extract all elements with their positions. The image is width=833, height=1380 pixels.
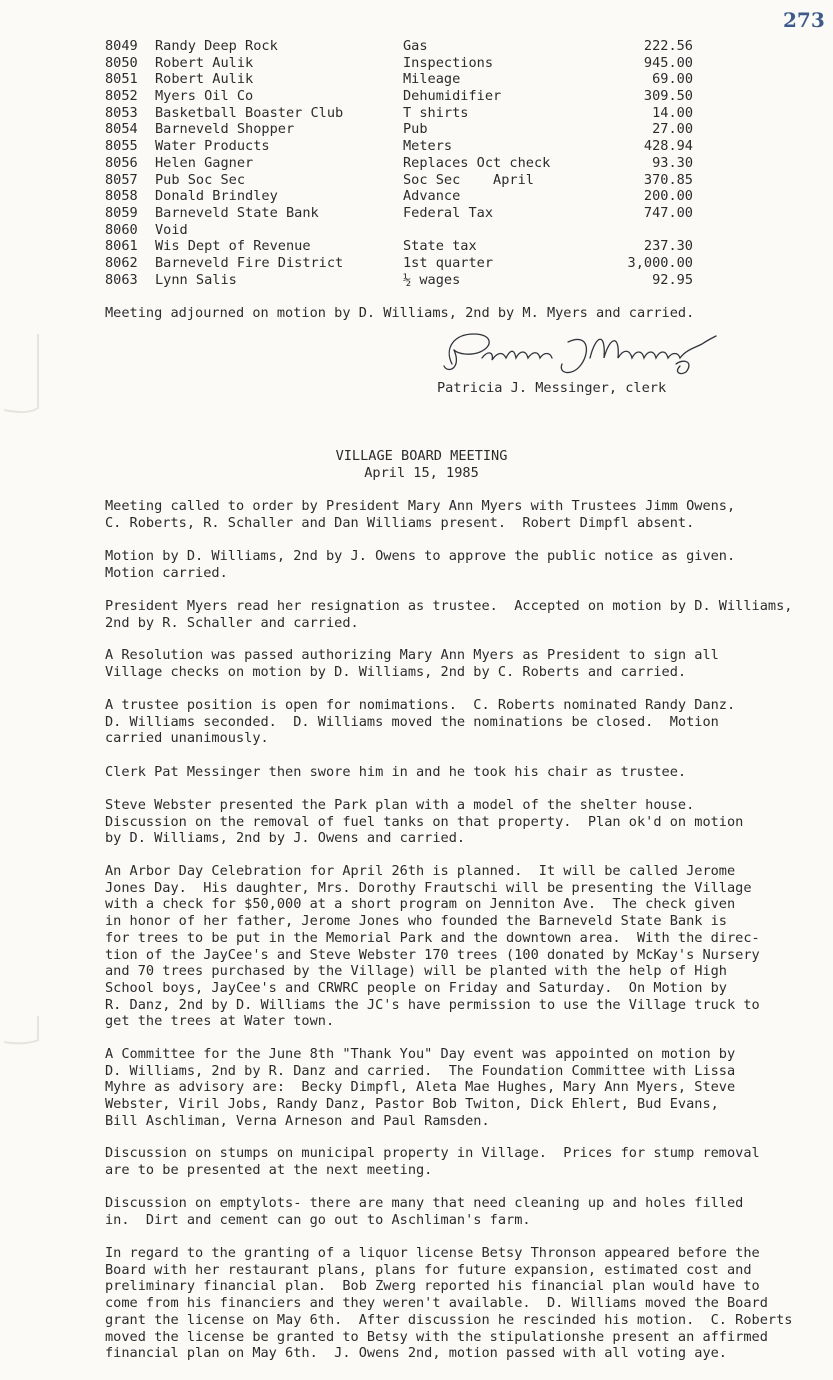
ledger-row bbox=[105, 222, 705, 239]
check-number: 8057 bbox=[105, 171, 138, 188]
payment-purpose: ½ wages bbox=[403, 271, 461, 288]
check-number: 8062 bbox=[105, 254, 138, 271]
check-number: 8051 bbox=[105, 71, 138, 88]
check-number: 8050 bbox=[105, 54, 138, 71]
ledger-row bbox=[105, 88, 705, 105]
meeting-title: VILLAGE BOARD MEETING bbox=[335, 448, 508, 464]
check-number: 8053 bbox=[105, 104, 138, 121]
payment-purpose: Meters bbox=[403, 138, 453, 155]
payment-amount: 69.00 bbox=[652, 71, 693, 88]
payee-name: Basketball Boaster Club bbox=[155, 104, 344, 121]
payment-purpose: Gas bbox=[403, 38, 428, 54]
payment-purpose: T shirts bbox=[403, 104, 469, 121]
paragraph-committee: A Committee for the June 8th "Thank You" Day event was appointed on motion by D. Williams, 2nd by R. Danz and carried. The Foundation Committee with Lissa Myhre as advisory are: Becky Dimpfl, Aleta Mae Hughes, Mary Ann Myers, Steve Webster, Viril Jobs, Randy Danz, Pastor Bob Twiton, Dick Ehlert, Bud Evans, Bill Aschliman, Verna Arneson and Paul Ramsden. bbox=[105, 1046, 736, 1129]
check-number: 8055 bbox=[105, 138, 138, 155]
payee-name: Barneveld Fire District bbox=[155, 254, 344, 271]
ledger-row bbox=[105, 205, 705, 222]
adjournment-text: Meeting adjourned on motion by D. Williams, 2nd by M. Myers and carried. bbox=[105, 305, 695, 321]
payment-purpose: Dehumidifier bbox=[403, 88, 502, 105]
paragraph-stumps: Discussion on stumps on municipal property in Village. Prices for stump removal are to be presented at the next meeting. bbox=[105, 1145, 760, 1178]
check-number: 8059 bbox=[105, 204, 138, 221]
ledger-row bbox=[105, 188, 705, 205]
payee-name: Water Products bbox=[155, 138, 270, 155]
payee-name: Wis Dept of Revenue bbox=[155, 238, 311, 255]
ledger-row bbox=[105, 272, 705, 289]
payee-name: Myers Oil Co bbox=[155, 88, 254, 105]
payee-name: Donald Brindley bbox=[155, 188, 278, 205]
clerk-signature bbox=[440, 328, 720, 378]
ledger-row bbox=[105, 121, 705, 138]
check-number: 8058 bbox=[105, 188, 138, 205]
paragraph-swearing-in: Clerk Pat Messinger then swore him in and he took his chair as trustee. bbox=[105, 764, 687, 780]
payee-name: Helen Gagner bbox=[155, 154, 254, 171]
ledger-row bbox=[105, 71, 705, 88]
payee-name: Lynn Salis bbox=[155, 271, 237, 288]
check-number: 8056 bbox=[105, 154, 138, 171]
ledger-row bbox=[105, 255, 705, 272]
payment-purpose: State tax bbox=[403, 238, 477, 255]
payee-name: Robert Aulik bbox=[155, 71, 254, 88]
payee-name: Barneveld Shopper bbox=[155, 121, 295, 138]
payment-amount: 27.00 bbox=[652, 121, 693, 138]
payment-amount: 93.30 bbox=[652, 154, 693, 171]
ledger-row bbox=[105, 238, 705, 255]
payment-purpose: Replaces Oct check bbox=[403, 154, 551, 171]
ledger-row bbox=[105, 138, 705, 155]
binding-hole-mark bbox=[0, 1010, 40, 1050]
paragraph-public-notice: Motion by D. Williams, 2nd by J. Owens to approve the public notice as given. Motion carried. bbox=[105, 548, 736, 581]
disbursement-ledger bbox=[105, 38, 705, 288]
check-number: 8063 bbox=[105, 271, 138, 288]
paragraph-arbor-day: An Arbor Day Celebration for April 26th is planned. It will be called Jerome Jones Day. His daughter, Mrs. Dorothy Frautschi will be presenting the Village with a check for $50,000 at a short program on Jenniton Ave. The check given in honor of her father, Jerome Jones who founded the Barneveld State Bank is for trees to be put in the Memorial Park and the downtown area. With the direc- tion of the JayCee's and Steve Webster 170 trees (100 donated by McKay's Nursery and 70 trees purchased by the Village) will be planted with the help of High School boys, JayCee's and CRWRC people on Friday and Saturday. On Motion by R. Danz, 2nd by D. Williams the JC's have permission to use the Village truck to get the trees at Water town. bbox=[105, 863, 760, 1030]
payment-amount: 428.94 bbox=[643, 138, 693, 155]
meeting-date: April 15, 1985 bbox=[364, 465, 479, 481]
check-number: 8049 bbox=[105, 38, 138, 54]
ledger-row bbox=[105, 105, 705, 122]
payment-purpose: Federal Tax bbox=[403, 204, 494, 221]
payee-name: Randy Deep Rock bbox=[155, 38, 278, 54]
paragraph-empty-lots: Discussion on emptylots- there are many that need cleaning up and holes filled in. Dirt and cement can go out to Aschliman's farm. bbox=[105, 1195, 744, 1228]
payee-name: Void bbox=[155, 221, 188, 238]
payment-amount: 222.56 bbox=[643, 38, 693, 54]
payment-purpose: Mileage bbox=[403, 71, 461, 88]
payment-purpose: Soc Sec April bbox=[403, 171, 534, 188]
check-number: 8054 bbox=[105, 121, 138, 138]
payment-amount: 92.95 bbox=[652, 271, 693, 288]
payee-name: Pub Soc Sec bbox=[155, 171, 246, 188]
page-number: 273 bbox=[783, 8, 825, 32]
payment-amount: 747.00 bbox=[643, 204, 693, 221]
payee-name: Barneveld State Bank bbox=[155, 204, 319, 221]
payment-purpose: 1st quarter bbox=[403, 254, 494, 271]
payment-amount: 200.00 bbox=[643, 188, 693, 205]
payment-purpose: Inspections bbox=[403, 54, 494, 71]
payee-name: Robert Aulik bbox=[155, 54, 254, 71]
clerk-name: Patricia J. Messinger, clerk bbox=[437, 380, 667, 396]
paragraph-resignation: President Myers read her resignation as trustee. Accepted on motion by D. Williams, 2nd by R. Schaller and carried. bbox=[105, 598, 793, 631]
payment-amount: 14.00 bbox=[652, 104, 693, 121]
ledger-row bbox=[105, 55, 705, 72]
binding-hole-mark bbox=[0, 330, 40, 420]
payment-purpose: Pub bbox=[403, 121, 428, 138]
payment-amount: 3,000.00 bbox=[627, 254, 693, 271]
paragraph-call-to-order: Meeting called to order by President Mary Ann Myers with Trustees Jimm Owens, C. Roberts, R. Schaller and Dan Williams present. Robert Dimpfl absent. bbox=[105, 498, 736, 531]
paragraph-resolution: A Resolution was passed authorizing Mary Ann Myers as President to sign all Village checks on motion by D. Williams, 2nd by C. Roberts and carried. bbox=[105, 647, 719, 680]
ledger-row bbox=[105, 38, 705, 55]
payment-amount: 237.30 bbox=[643, 238, 693, 255]
payment-amount: 370.85 bbox=[643, 171, 693, 188]
check-number: 8061 bbox=[105, 238, 138, 255]
payment-amount: 945.00 bbox=[643, 54, 693, 71]
ledger-row bbox=[105, 155, 705, 172]
payment-amount: 309.50 bbox=[643, 88, 693, 105]
payment-purpose: Advance bbox=[403, 188, 461, 205]
paragraph-liquor-license: In regard to the granting of a liquor license Betsy Thronson appeared before the Board with her restaurant plans, plans for future expansion, estimated cost and preliminary financial plan. Bob Zwerg reported his financial plan would have to come from his financiers and they weren't available. D. Williams moved the Board grant the license on May 6th. After discussion he rescinded his motion. C. Roberts moved the license be granted to Betsy with the stipulationshe present an affirmed financial plan on May 6th. J. Owens 2nd, motion passed with all voting aye. bbox=[105, 1245, 793, 1362]
check-number: 8052 bbox=[105, 88, 138, 105]
paragraph-park-plan: Steve Webster presented the Park plan with a model of the shelter house. Discussion on the removal of fuel tanks on that property. Plan ok'd on motion by D. Williams, 2nd by J. Owens and carried. bbox=[105, 797, 744, 847]
ledger-row bbox=[105, 172, 705, 189]
check-number: 8060 bbox=[105, 221, 138, 238]
paragraph-nominations: A trustee position is open for nomimations. C. Roberts nominated Randy Danz. D. Williams seconded. D. Williams moved the nominations be closed. Motion carried unanimously. bbox=[105, 697, 736, 747]
